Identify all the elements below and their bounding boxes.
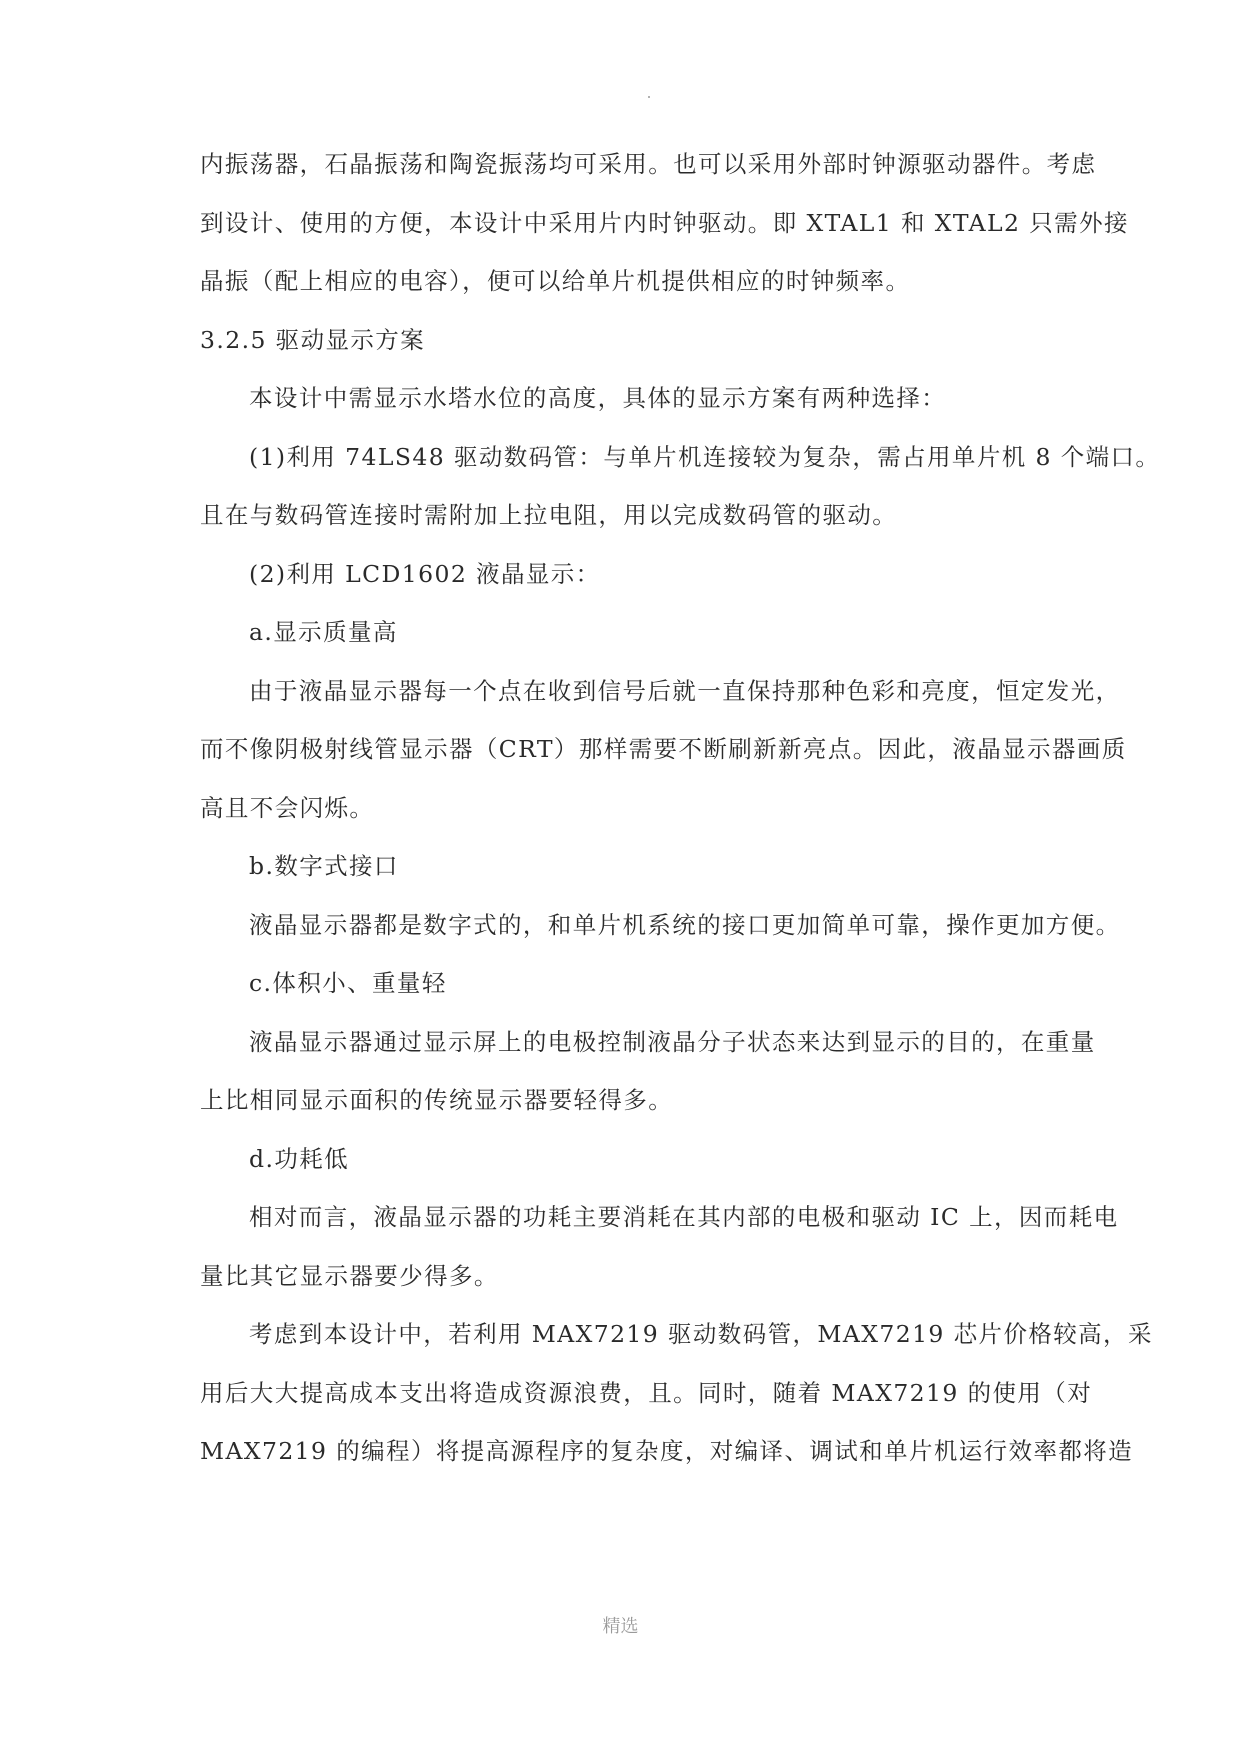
text-line: 而不像阴极射线管显示器（CRT）那样需要不断刷新新亮点。因此，液晶显示器画质 <box>200 735 1127 763</box>
section-heading: 3.2.5 驱动显示方案 <box>200 326 426 354</box>
text-line: 晶振（配上相应的电容），便可以给单片机提供相应的时钟频率。 <box>200 267 911 295</box>
text-line: MAX7219 的编程）将提高源程序的复杂度，对编译、调试和单片机运行效率都将造 <box>200 1437 1134 1465</box>
page-footer: 精选 <box>602 1616 639 1637</box>
text-line: 且在与数码管连接时需附加上拉电阻，用以完成数码管的驱动。 <box>200 501 898 529</box>
subheading: c.体积小、重量轻 <box>249 969 447 997</box>
text-line: 高且不会闪烁。 <box>200 794 375 822</box>
text-line: 用后大大提高成本支出将造成资源浪费，且。同时，随着 MAX7219 的使用（对 <box>200 1379 1093 1407</box>
text-line: 考虑到本设计中，若利用 MAX7219 驱动数码管，MAX7219 芯片价格较高，采 <box>249 1320 1153 1348</box>
text-line: (1)利用 74LS48 驱动数码管：与单片机连接较为复杂，需占用单片机 8 个端口。 <box>249 443 1161 471</box>
subheading: d.功耗低 <box>249 1145 350 1173</box>
text-line: 本设计中需显示水塔水位的高度，具体的显示方案有两种选择： <box>249 384 947 412</box>
text-line: 上比相同显示面积的传统显示器要轻得多。 <box>200 1086 674 1114</box>
text-line: 量比其它显示器要少得多。 <box>200 1262 499 1290</box>
text-line: 内振荡器，石晶振荡和陶瓷振荡均可采用。也可以采用外部时钟源驱动器件。考虑 <box>200 150 1097 178</box>
text-line: 相对而言，液晶显示器的功耗主要消耗在其内部的电极和驱动 IC 上，因而耗电 <box>249 1203 1119 1231</box>
text-line: 液晶显示器通过显示屏上的电极控制液晶分子状态来达到显示的目的，在重量 <box>249 1028 1096 1056</box>
subheading: a.显示质量高 <box>249 618 398 646</box>
subheading: b.数字式接口 <box>249 852 399 880</box>
text-line: 到设计、使用的方便，本设计中采用片内时钟驱动。即 XTAL1 和 XTAL2 只需外接 <box>200 209 1129 237</box>
header-dot <box>648 96 650 98</box>
text-line: 由于液晶显示器每一个点在收到信号后就一直保持那种色彩和亮度，恒定发光， <box>249 677 1121 705</box>
text-line: 液晶显示器都是数字式的，和单片机系统的接口更加简单可靠，操作更加方便。 <box>249 911 1121 939</box>
text-line: (2)利用 LCD1602 液晶显示： <box>249 560 601 588</box>
